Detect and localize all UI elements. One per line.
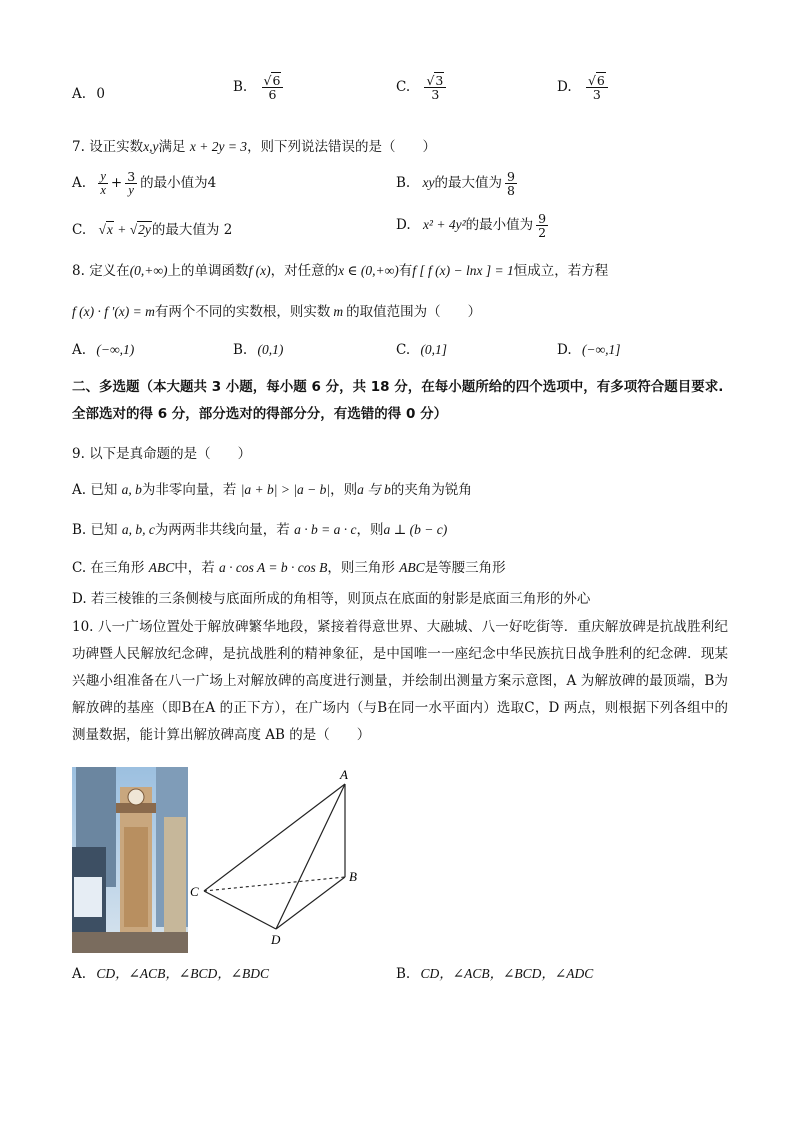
q8-option-b — [233, 342, 283, 358]
math-domain: x ∈ (0,+∞) — [338, 263, 399, 278]
q7-option-c — [72, 218, 232, 238]
q7-option-b — [396, 170, 520, 197]
option-text: A. 已知 — [72, 482, 118, 498]
denominator: 8 — [507, 183, 515, 199]
option-text: 的最大值为 — [434, 175, 502, 192]
math-vars: x,y — [143, 139, 159, 154]
edge-cb-hidden — [204, 877, 345, 891]
section-heading: 二、多选题（本大题共 3 小题，每小题 6 分，共 18 分，在每小题所给的四个选项中，有多项符合题目要求.全部选对的得 6 分，部分选对的得部分分，有选错的得 0 分） — [72, 379, 724, 422]
math-expr: x² + 4y² — [422, 217, 466, 233]
math-expr: xy — [422, 175, 435, 191]
q9-option-c — [72, 556, 506, 576]
stem-text: ，对任意的 — [270, 263, 339, 279]
monument-photo — [72, 767, 188, 953]
radicand: 6 — [272, 73, 281, 88]
sqrt: √6 — [587, 73, 605, 88]
stem-text: ，则下列说法错误的是（ ） — [247, 139, 437, 155]
option-text: CD，∠ACB，∠BCD，∠ADC — [420, 966, 594, 981]
label-d: D — [271, 932, 281, 947]
math-expr: a ⊥ (b − c) — [383, 522, 448, 537]
label-a: A — [340, 767, 348, 782]
option-letter: C. — [72, 222, 87, 238]
option-text: ，则三角形 — [327, 560, 395, 576]
q7-option-d — [396, 212, 551, 239]
option-text: 0 — [96, 86, 105, 102]
option-letter: B. — [233, 79, 248, 96]
label-b: B — [349, 869, 357, 884]
fraction: $\frac{y}{x}$ — [100, 169, 106, 198]
fraction: $\frac{3}{y}$ — [127, 169, 136, 198]
edge-ad — [276, 784, 345, 929]
q10-stem: 10. 八一广场位置处于解放碑繁华地段，紧接着得意世界、大融城、八一好吃街等．重庆解放碑是抗战胜利纪功碑暨人民解放纪念碑，是抗战胜利的精神象征，是中国唯一一座纪念中华民族抗日战争胜利的纪念碑．现某兴趣小组准备在八一广场上对解放碑的高度进行测量，并绘制出测量方案示意图，A 为解放碑的最顶端，B为解放碑的基座（即B在A 的正下方），在广场内（与B在同一水平面内）选取C，D 两点，则根据下列各组中的测量数据，能计算出解放碑高度 AB 的是（ ） — [72, 619, 728, 743]
option-text: 中，若 — [174, 560, 215, 576]
option-letter: B. — [396, 175, 411, 192]
option-letter: A. — [72, 966, 87, 982]
option-text: 的最小值为4 — [140, 175, 217, 192]
q10-option-a — [72, 962, 269, 982]
option-text: (0,1) — [257, 342, 284, 357]
math-triangle: ABC — [399, 560, 425, 575]
math-condition: a · b = a · c — [294, 522, 357, 537]
math-var: m — [333, 304, 344, 319]
option-text: (−∞,1) — [96, 342, 135, 357]
edge-cd — [204, 891, 276, 929]
stem-text: 定义在 — [89, 263, 130, 279]
math-equation: f (x) · f ′(x) = m — [72, 304, 155, 319]
option-text: (0,1] — [420, 342, 448, 357]
q9-option-b — [72, 518, 447, 538]
q7-stem — [72, 135, 436, 155]
stem-text: 的取值范围为（ ） — [346, 304, 482, 320]
option-text: (−∞,1] — [581, 342, 621, 357]
numerator: 9 — [507, 169, 515, 184]
option-text: B. 已知 — [72, 522, 118, 538]
option-letter: C. — [396, 342, 411, 358]
q6-option-d — [557, 74, 611, 101]
math-vectors: a 与 b — [357, 482, 391, 497]
q8-stem-line1 — [72, 259, 608, 279]
q9-option-a — [72, 478, 472, 498]
math-vectors: a, b — [121, 482, 142, 497]
radicand: 6 — [596, 73, 605, 88]
option-letter: D. — [557, 79, 572, 96]
option-letter: B. — [233, 342, 248, 358]
question-number: 7. — [72, 139, 85, 155]
option-letter: A. — [72, 175, 87, 192]
option-text: 的夹角为锐角 — [390, 482, 472, 498]
stem-text: 满足 — [158, 139, 186, 155]
fraction — [536, 212, 548, 239]
radicand: 3 — [435, 73, 444, 88]
denominator: 6 — [268, 87, 277, 103]
q6-option-a — [72, 86, 105, 102]
stem-text: 恒成立，若方程 — [513, 263, 609, 279]
math-fx: f (x) — [248, 263, 271, 278]
q9-stem: 9. 以下是真命题的是（ ） — [72, 446, 252, 462]
option-text: 是等腰三角形 — [424, 560, 506, 576]
option-text: ，则 — [356, 522, 384, 538]
stem-text: 有两个不同的实数根，则实数 — [154, 304, 331, 320]
option-text: 的最小值为 — [465, 217, 534, 234]
denominator: 3 — [431, 87, 440, 103]
q6-option-c — [396, 74, 449, 101]
q6-option-b — [233, 74, 286, 101]
stem-text: 上的单调函数 — [167, 263, 249, 279]
math-condition: x + 2y = 3 — [189, 139, 248, 154]
fraction — [424, 74, 446, 101]
q9-option-d: D. 若三棱锥的三条侧棱与底面所成的角相等，则顶点在底面的射影是底面三角形的外心 — [72, 591, 591, 607]
math-equation: f [ f (x) − lnx ] = 1 — [412, 263, 514, 278]
q8-option-a — [72, 342, 134, 358]
math-interval: (0,+∞) — [129, 263, 168, 278]
option-letter: D. — [396, 217, 411, 234]
q8-stem-line2 — [72, 300, 481, 320]
math-condition: |a + b| > |a − b| — [240, 482, 331, 497]
label-c: C — [190, 884, 199, 899]
stem-text: 有 — [398, 263, 413, 279]
option-letter: A. — [72, 86, 87, 102]
denominator: 3 — [592, 87, 601, 103]
option-letter: D. — [557, 342, 572, 358]
math-triangle: ABC — [148, 560, 175, 575]
pyramid-diagram — [188, 767, 388, 953]
sqrt: √6 — [263, 73, 281, 88]
math-vectors: a, b, c — [121, 522, 155, 537]
q8-option-d — [557, 342, 621, 358]
option-text: C. 在三角形 — [72, 560, 145, 576]
math-condition: a · cos A = b · cos B — [219, 560, 328, 575]
math-expr: √x + √2y — [98, 222, 151, 237]
option-letter: C. — [396, 79, 411, 96]
option-text: 为两两非共线向量，若 — [154, 522, 290, 538]
question-number: 8. — [72, 263, 85, 279]
q7-option-a: A. $\frac{y}{x}$ + $\frac{3}{y}$ 的最小值为4 — [72, 169, 217, 198]
fraction — [505, 170, 517, 197]
sqrt: √3 — [426, 73, 444, 88]
option-letter: A. — [72, 342, 87, 358]
option-text: ，则 — [330, 482, 358, 498]
option-text: 的最大值为 2 — [151, 222, 233, 238]
edge-ac — [204, 784, 345, 891]
option-text: CD，∠ACB，∠BCD，∠BDC — [96, 966, 270, 981]
denominator: 2 — [538, 225, 547, 241]
fraction — [262, 74, 284, 101]
numerator: 9 — [538, 211, 547, 226]
option-letter: B. — [396, 966, 411, 982]
q10-option-b — [396, 962, 593, 982]
edge-db — [276, 877, 345, 929]
q8-option-c — [396, 342, 447, 358]
fraction — [586, 74, 608, 101]
option-text: 为非零向量，若 — [141, 482, 237, 498]
stem-text: 设正实数 — [89, 139, 144, 155]
